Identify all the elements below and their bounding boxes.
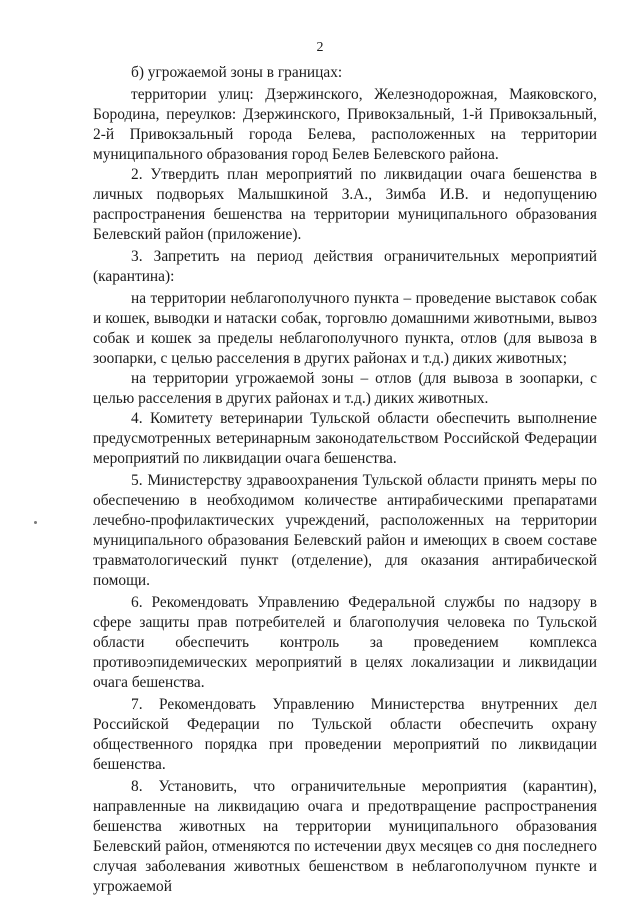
document-body [93,63,597,899]
scan-dot-mark [34,521,37,524]
paragraph-item-3-threatened-zone: на территории угрожаемой зоны – отлов (для вывоза в зоопарки, с целью расселения в других районах и т.д.) диких животных. [93,370,597,407]
paragraph-item-7: 7. Рекомендовать Управлению Министерства внутренних дел Российской Федерации по Тульской области обеспечить охрану общественного порядка при проведении мероприятий по ликвидации бешенства. [93,696,597,773]
paragraph-item-4: 4. Комитету ветеринарии Тульской области обеспечить выполнение предусмотренных ветеринарным законодательством Российской Федерации мероприятий по ликвидации очага бешенства. [93,410,597,467]
page-number: 2 [316,40,324,55]
paragraph-item-3-unsafe-point: на территории неблагополучного пункта – проведение выставок собак и кошек, выводки и натаски собак, торговлю домашними животными, вывоз собак и кошек за пределы неблагополучного пункта, отлов (для вывоза в зоопарки, с целью расселения в других районах и т.д.) диких животных; [93,290,597,367]
paragraph-item-2: 2. Утвердить план мероприятий по ликвидации очага бешенства в личных подворьях Малышкиной З.А., Зимба И.В. и недопущению распространения бешенства на территории муниципального образования Белевский район (приложение). [93,166,597,243]
paragraph-item-8: 8. Установить, что ограничительные мероприятия (карантин), направленные на ликвидацию очага и предотвращение распространения бешенства животных на территории муниципального образования Белевский район, отменяются по истечении двух месяцев со дня последнего случая заболевания животных бешенством в неблагополучном пункте и угрожаемой [93,778,597,895]
paragraph-item-6: 6. Рекомендовать Управлению Федеральной службы по надзору в сфере защиты прав потребителей и благополучия человека по Тульской области обеспечить контроль за проведением комплекса противоэпидемических мероприятий в целях локализации и ликвидации очага бешенства. [93,594,597,691]
paragraph-item-3: 3. Запретить на период действия ограничительных мероприятий (карантина): [93,248,597,285]
paragraph-threatened-zone-heading: б) угрожаемой зоны в границах: [131,64,343,81]
paragraph-item-5: 5. Министерству здравоохранения Тульской области принять меры по обеспечению в необходимом количестве антирабическими препаратами лечебно-профилактических учреждений, расположенных на территории муниципального образования Белевский район и имеющих в своем составе травматологический пункт (отделение), для оказания антирабической помощи. [93,472,597,589]
paragraph-threatened-zone-streets: территории улиц: Дзержинского, Железнодорожная, Маяковского, Бородина, переулков: Дзержинского, Привокзальный, 1-й Привокзальный, 2-й Привокзальный города Белева, расположенных на территории муниципального образования город Белев Белевского района. [93,86,597,163]
